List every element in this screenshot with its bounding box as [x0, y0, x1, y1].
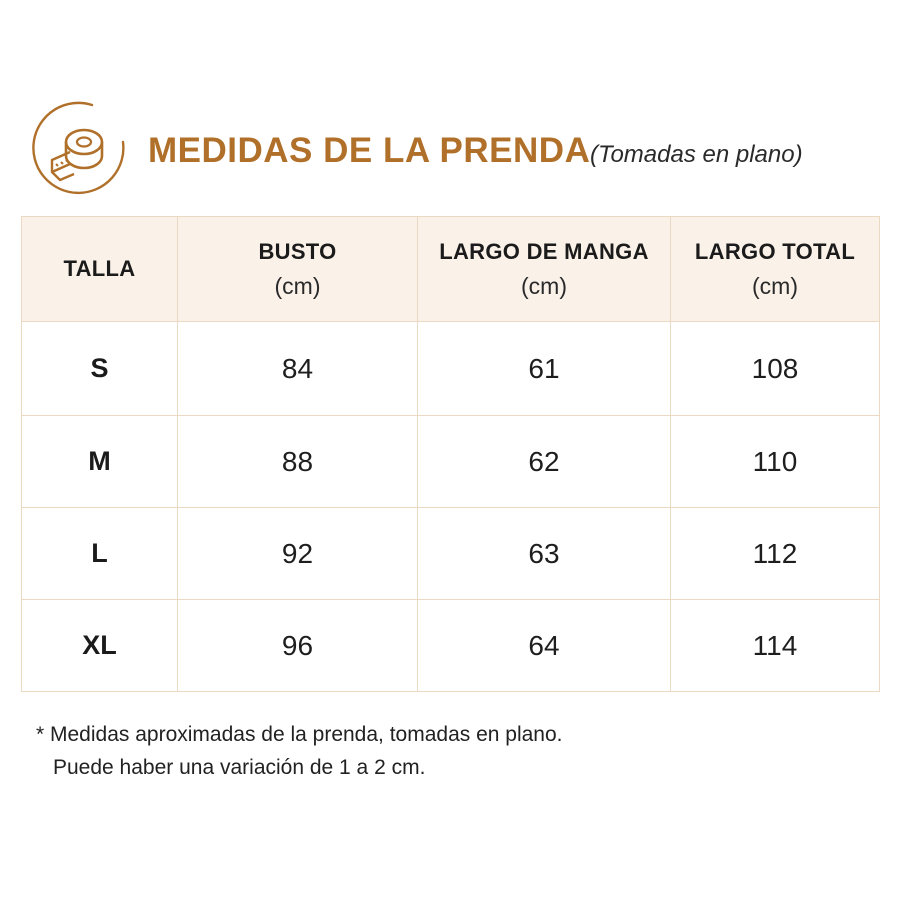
- footnote-line: Puede haber una variación de 1 a 2 cm.: [53, 756, 426, 779]
- footnote-line: * Medidas aproximadas de la prenda, tomadas en plano.: [36, 723, 563, 746]
- busto-cell: 84: [178, 322, 418, 416]
- table-row: [22, 508, 880, 600]
- header: [0, 0, 900, 210]
- size-cell: S: [22, 322, 178, 416]
- busto-cell: 92: [178, 508, 418, 600]
- largo-manga-cell: 61: [418, 322, 671, 416]
- largo-total-cell: 112: [671, 508, 880, 600]
- size-cell: M: [22, 416, 178, 508]
- size-cell: L: [22, 508, 178, 600]
- footnote: [36, 718, 563, 784]
- largo-total-cell: 108: [671, 322, 880, 416]
- table-header-row: [22, 217, 880, 322]
- table-row: [22, 600, 880, 692]
- largo-total-cell: 114: [671, 600, 880, 692]
- largo-manga-cell: 62: [418, 416, 671, 508]
- column-header-largo-total: [671, 217, 880, 322]
- table-row: [22, 322, 880, 416]
- column-header-unit: (cm): [274, 273, 321, 299]
- column-header-label: LARGO TOTAL: [694, 239, 856, 264]
- size-chart-table: [21, 216, 880, 692]
- largo-manga-cell: 63: [418, 508, 671, 600]
- column-header-busto: [178, 217, 418, 322]
- table-row: [22, 416, 880, 508]
- column-header-talla: [22, 217, 178, 322]
- column-header-label: TALLA: [63, 256, 136, 281]
- column-header-largo-manga: [418, 217, 671, 322]
- busto-cell: 96: [178, 600, 418, 692]
- column-header-unit: (cm): [752, 273, 798, 299]
- largo-manga-cell: 64: [418, 600, 671, 692]
- column-header-label: LARGO DE MANGA: [439, 239, 649, 264]
- busto-cell: 88: [178, 416, 418, 508]
- page-subtitle: (Tomadas en plano): [590, 141, 803, 168]
- measuring-tape-icon: [30, 100, 130, 200]
- page-title: MEDIDAS DE LA PRENDA: [148, 131, 591, 170]
- largo-total-cell: 110: [671, 416, 880, 508]
- size-cell: XL: [22, 600, 178, 692]
- column-header-label: BUSTO: [258, 239, 337, 264]
- column-header-unit: (cm): [521, 273, 567, 299]
